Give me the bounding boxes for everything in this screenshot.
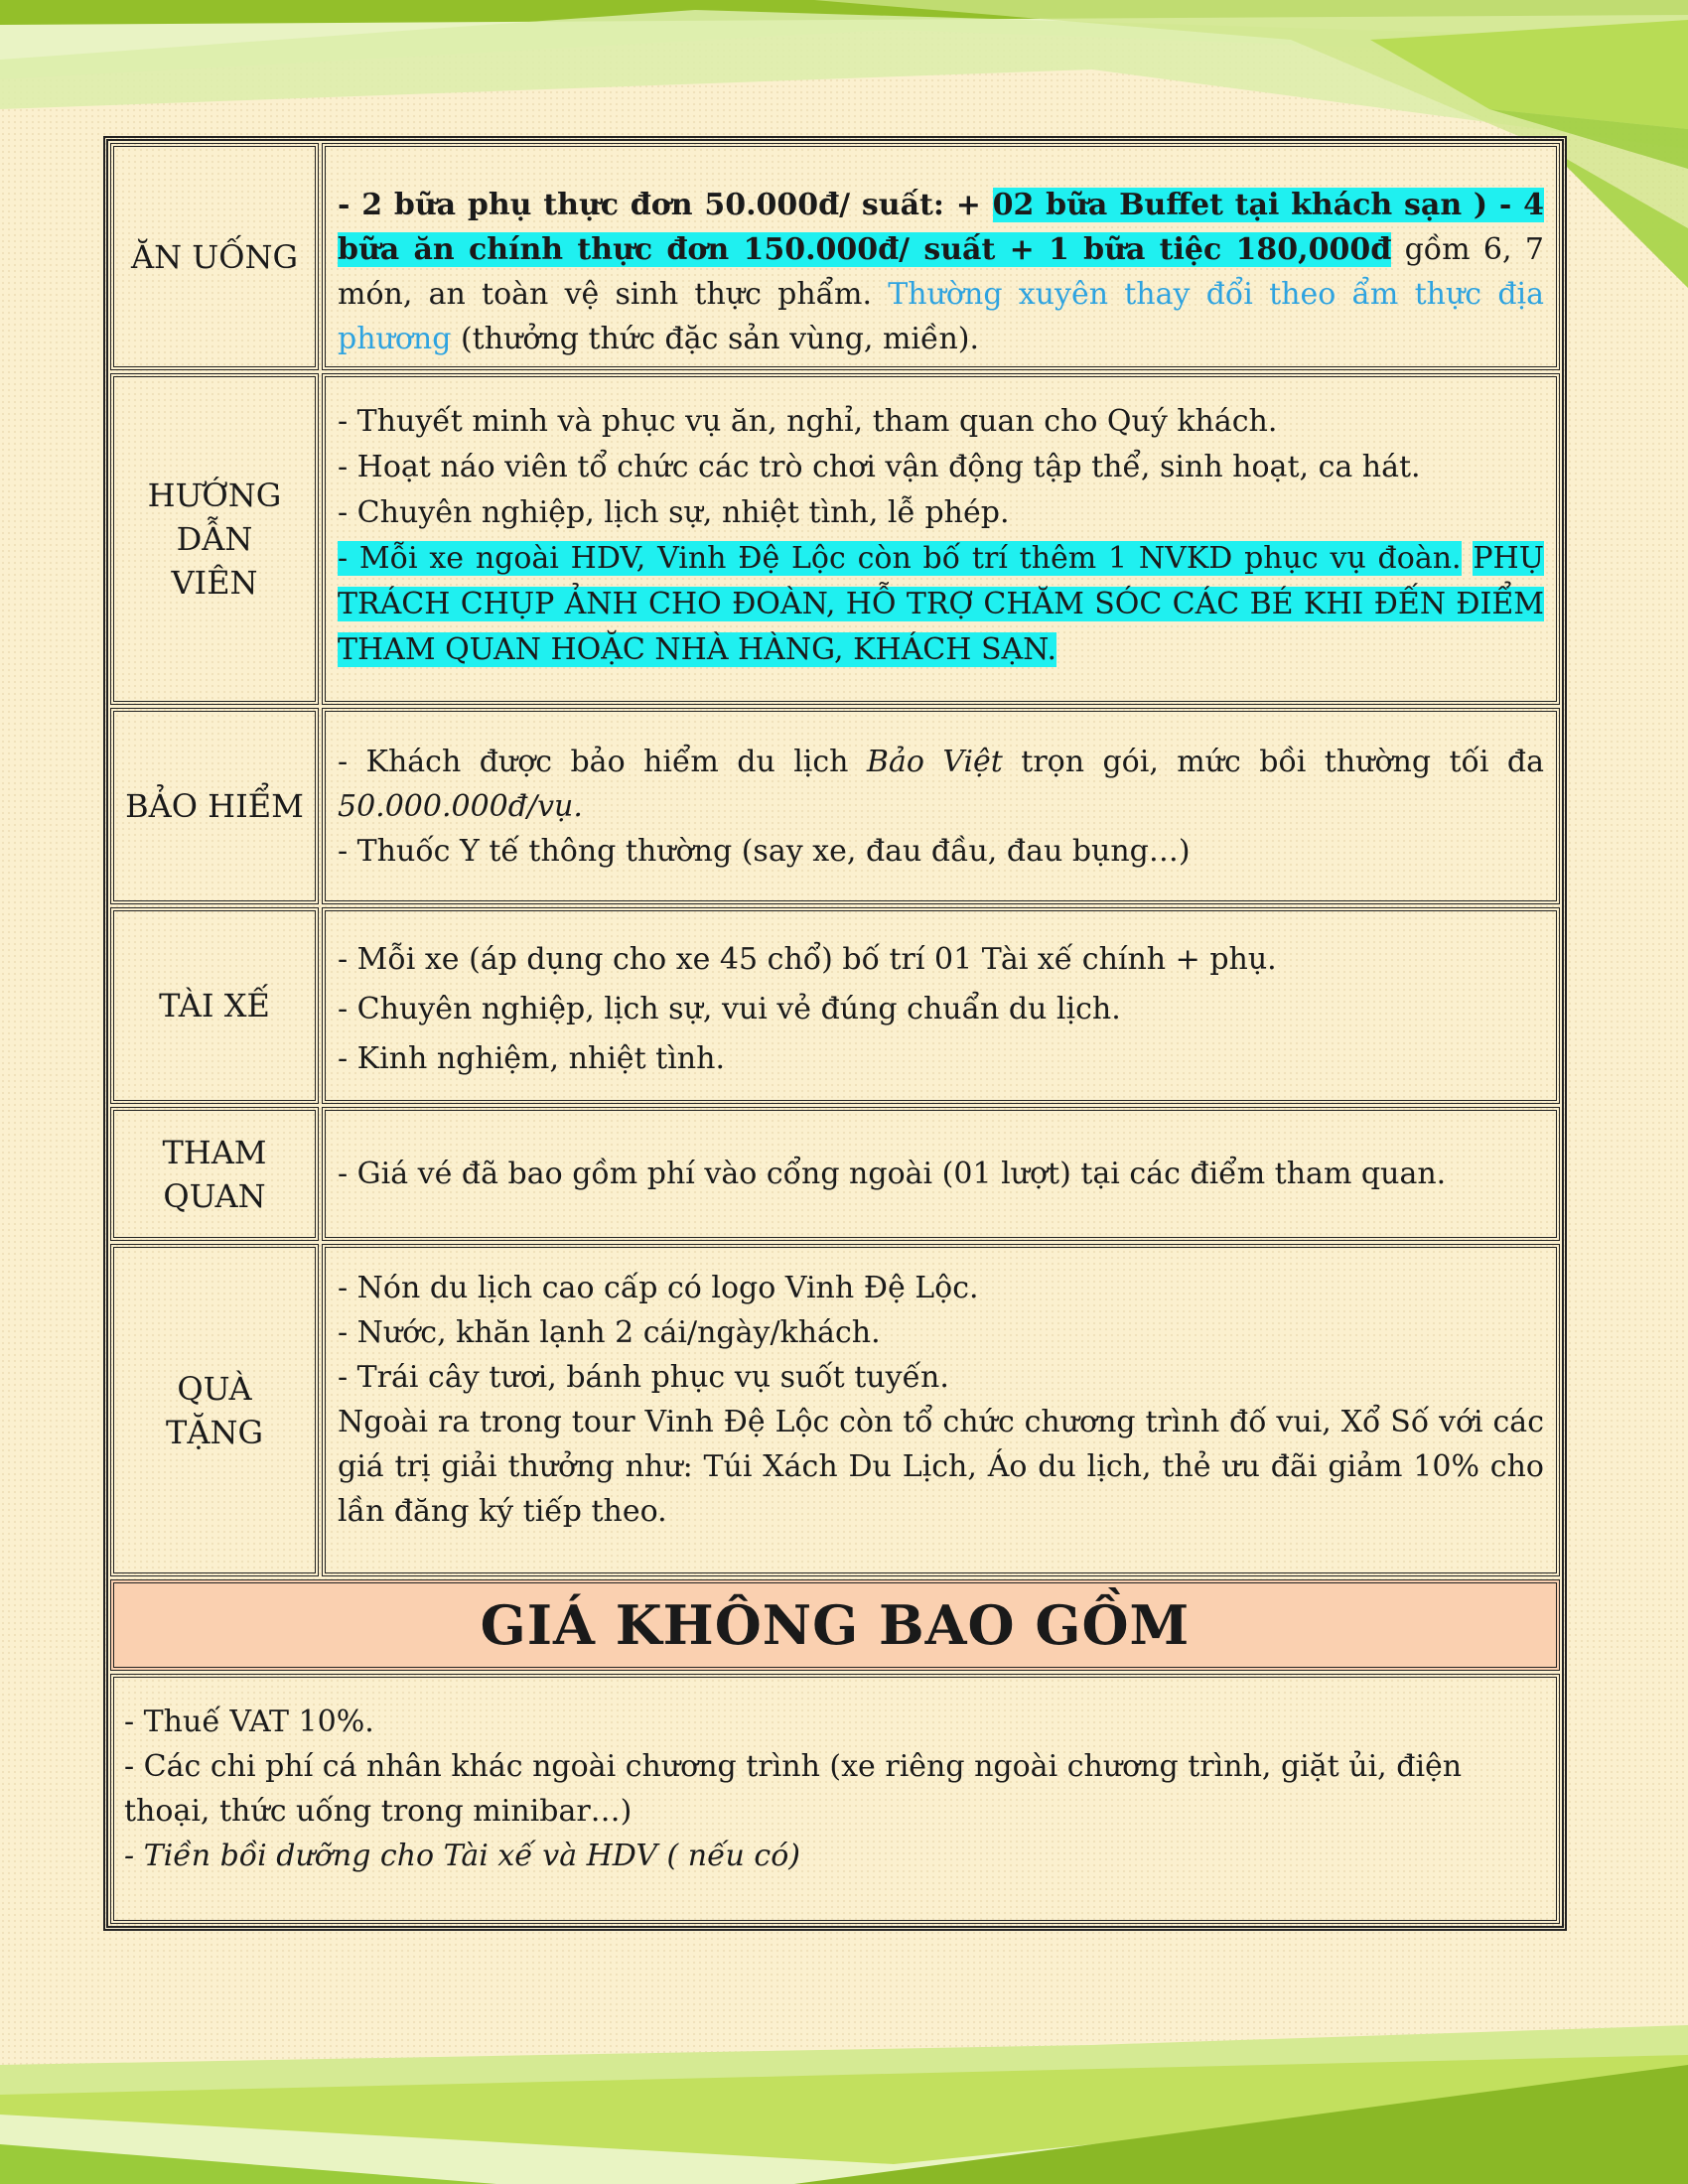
meals-highlight: 02 bữa Buffet tại khách sạn ) - 4 bữa ăn chính thực đơn 150.000đ/ suất + 1 bữa tiệc 180,000đ	[338, 188, 1544, 267]
label-gifts: QUÀ TẶNG	[110, 1244, 319, 1576]
driver-line: - Mỗi xe (áp dụng cho xe 45 chổ) bố trí 01 Tài xế chính + phụ.	[338, 942, 1277, 977]
content-sightseeing	[322, 1107, 1560, 1241]
bottom-green-decoration	[0, 2025, 1688, 2184]
row-gifts	[110, 1244, 1560, 1576]
insurance-medicine: - Thuốc Y tế thông thường (say xe, đau đầu, đau bụng…)	[338, 834, 1191, 869]
guide-line: - Hoạt náo viên tổ chức các trò chơi vận động tập thể, sinh hoạt, ca hát.	[338, 450, 1421, 484]
content-driver	[322, 907, 1560, 1104]
meals-snacks: - 2 bữa phụ thực đơn 50.000đ/ suất: +	[338, 188, 993, 222]
label-sightseeing: THAM QUAN	[110, 1107, 319, 1241]
guide-line: - Chuyên nghiệp, lịch sự, nhiệt tình, lễ phép.	[338, 495, 1010, 530]
sightseeing-line: - Giá vé đã bao gồm phí vào cổng ngoài (01 lượt) tại các điểm tham quan.	[338, 1157, 1447, 1191]
gift-line: - Trái cây tươi, bánh phục vụ suốt tuyến.	[338, 1360, 949, 1395]
driver-line: - Kinh nghiệm, nhiệt tình.	[338, 1041, 725, 1076]
row-insurance	[110, 708, 1560, 904]
tour-services-table	[103, 136, 1567, 1931]
meals-local-cuisine: Thường xuyên thay đổi theo ẩm thực địa phương	[338, 277, 1545, 356]
not-included-line: - Thuế VAT 10%.	[124, 1705, 374, 1739]
insurance-text-2: trọn gói, mức bồi thường tối đa	[1002, 745, 1544, 779]
not-included-content	[110, 1674, 1560, 1924]
guide-photo-service: PHỤ TRÁCH CHỤP ẢNH CHO ĐOÀN, HỖ TRỢ CHĂM SÓC CÁC BÉ KHI ĐẾN ĐIỂM THAM QUAN HOẶC NHÀ HÀNG, KHÁCH SẠN.	[338, 541, 1544, 667]
driver-line: - Chuyên nghiệp, lịch sự, vui vẻ đúng chuẩn du lịch.	[338, 992, 1121, 1026]
label-tour-guide: HƯỚNG DẪN VIÊN	[110, 373, 319, 705]
row-sightseeing	[110, 1107, 1560, 1241]
gift-line: - Nón du lịch cao cấp có logo Vinh Đệ Lộc.	[338, 1271, 979, 1305]
meals-specialties: (thưởng thức đặc sản vùng, miền).	[451, 322, 980, 356]
label-insurance: BẢO HIỂM	[110, 708, 319, 904]
content-gifts	[322, 1244, 1560, 1576]
guide-line: - Thuyết minh và phục vụ ăn, nghỉ, tham quan cho Quý khách.	[338, 404, 1278, 439]
not-included-line: - Các chi phí cá nhân khác ngoài chương trình (xe riêng ngoài chương trình, giặt ủi, điện thoại, thức uống trong minibar…)	[124, 1749, 1463, 1829]
gift-promo: Ngoài ra trong tour Vinh Đệ Lộc còn tổ chức chương trình đố vui, Xổ Số với các giá trị giải thưởng như: Túi Xách Du Lịch, Áo du lịch, thẻ ưu đãi giảm 10% cho lần đăng ký tiếp theo.	[338, 1405, 1544, 1529]
content-insurance	[322, 708, 1560, 904]
row-meals	[110, 143, 1560, 370]
row-driver	[110, 907, 1560, 1104]
label-meals: ĂN UỐNG	[110, 143, 319, 370]
content-tour-guide	[322, 373, 1560, 705]
guide-extra-staff: - Mỗi xe ngoài HDV, Vinh Đệ Lộc còn bố trí thêm 1 NVKD phục vụ đoàn.	[338, 541, 1462, 576]
insurance-text: - Khách được bảo hiểm du lịch	[338, 745, 867, 779]
insurance-provider: Bảo Việt	[866, 745, 1003, 779]
insurance-amount: 50.000.000đ/vụ.	[338, 789, 583, 824]
meals-safety: gồm 6, 7 món, an toàn vệ sinh thực phẩm.	[338, 232, 1544, 312]
not-included-heading: GIÁ KHÔNG BAO GỒM	[110, 1579, 1560, 1671]
gift-line: - Nước, khăn lạnh 2 cái/ngày/khách.	[338, 1315, 881, 1350]
label-driver: TÀI XẾ	[110, 907, 319, 1104]
row-tour-guide	[110, 373, 1560, 705]
content-meals	[322, 143, 1560, 370]
not-included-tips: - Tiền bồi dưỡng cho Tài xế và HDV ( nếu có)	[124, 1839, 800, 1873]
